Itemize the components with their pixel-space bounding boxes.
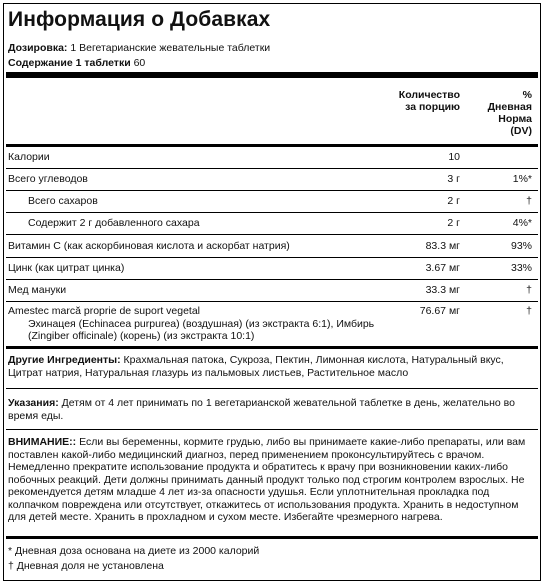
herbal-blend-ingredients: Эхинацея (Echinacea purpurea) (воздушная) (из экстракта 6:1), Имбирь (Zingiber officinale) (корень) (из экстракта 10:1): [28, 318, 375, 342]
section-divider: [6, 388, 538, 389]
footnote-dv: * Дневная доза основана на диете из 2000 калорий: [8, 545, 260, 557]
row-divider: [6, 190, 538, 191]
row-divider: [6, 234, 538, 235]
row-divider: [6, 279, 538, 280]
row-divider: [6, 168, 538, 169]
dv-header: % Дневная Норма (DV): [487, 89, 532, 137]
row-divider: [6, 257, 538, 258]
panel-title: Информация о Добавках: [8, 8, 271, 31]
servings-per-line: [8, 57, 145, 69]
amount-header: Количество за порцию: [398, 89, 460, 113]
thick-divider-mid: [6, 346, 538, 349]
section-divider: [6, 429, 538, 430]
row-divider: [6, 212, 538, 213]
thick-divider-bottom: [6, 536, 538, 539]
servings-per-value: 60: [133, 57, 146, 69]
other-ingredients: Другие Ингредиенты: Крахмальная патока, Сукроза, Пектин, Лимонная кислота, Натуральный вкус, Цитрат натрия, Натуральная глазурь из пальмовых листьев, Растительное масло: [8, 354, 504, 379]
row-divider: [6, 301, 538, 302]
warning: ВНИМАНИЕ:: Если вы беременны, кормите грудью, либо вы принимаете какие-либо препараты, или вам поставлен какой-либо медицинский диагноз, перед применением проконсультируйтесь с врачом. Немедленно прекратите использование продукта и обратитесь к врачу при возникновении каких-либо побочных реакций. Дети должны принимать данный продукт только под строгим контролем взрослых. Не рекомендуется детям младше 4 лет из-за опасности удушья. Если уплотнительная прокладка под колпачком повреждена или отсутствует, откажитесь от использования продукта. Хранить в недоступном для детей месте. Хранить в прохладном и сухом месте. Избегайте чрезмерного нагрева.: [8, 436, 526, 523]
thick-divider-top: [6, 72, 538, 78]
serving-size-value: 1 Вегетарианские жевательные таблетки: [70, 42, 271, 54]
footnote-dagger: † Дневная доля не установлена: [8, 560, 164, 572]
servings-per-label: Содержание 1 таблетки: [8, 57, 131, 69]
serving-size-line: [8, 42, 270, 54]
supplement-facts-panel: Информация о Добавках Дозировка: 1 Вегетарианские жевательные таблетки Содержание 1 таблетки 60 Количество за порцию % Дневная Норма (DV) Калории 10 Всего углеводов 3 г 1%* Всего сахаров 2 г † Содержит 2 г добавленного сахара 2 г 4%* Витамин С (как аскорбиновая кислота и аскорбат натрия) 83.3 мг 93% Цинк (как цитрат цинка) 3.67 мг 33% Мед мануки 33.3 мг † Amestec marcă proprie de suport vegetal 76.67 мг † Эхинацея (Echinacea purpurea) (воздушная) (из экстракта 6:1), Имбирь (Zingiber officinale) (корень) (из экстракта 10:1) Другие Ингредиенты: Крахмальная патока, Сукроза, Пектин, Лимонная кислота, Натуральный вкус, Цитрат натрия, Натуральная глазурь из пальмовых листьев, Растительное масло Указания: Детям от 4 лет принимать по 1 вегетарианской жевательной таблетке в день, желательно во время еды. ВНИМАНИЕ:: Если вы беременны, кормите грудью, либо вы принимаете какие-либо препараты, или вам поставлен какой-либо медицинский диагноз, перед применением проконсультируйтесь с врачом. Немедленно прекратите использование продукта и обратитесь к врачу при возникновении каких-либо побочных реакций. Дети должны принимать данный продукт только под строгим контролем взрослых. Не рекомендуется детям младше 4 лет из-за опасности удушья. Если уплотнительная прокладка под колпачком повреждена или отсутствует, откажитесь от использования продукта. Хранить в недоступном для детей месте. Хранить в прохладном и сухом месте. Избегайте чрезмерного нагрева. * Дневная доза основана на диете из 2000 калорий † Дневная доля не установлена: [3, 3, 541, 581]
header-divider: [6, 144, 538, 147]
directions: Указания: Детям от 4 лет принимать по 1 вегетарианской жевательной таблетке в день, желательно во время еды.: [8, 397, 515, 422]
serving-size-label: Дозировка:: [8, 42, 68, 54]
